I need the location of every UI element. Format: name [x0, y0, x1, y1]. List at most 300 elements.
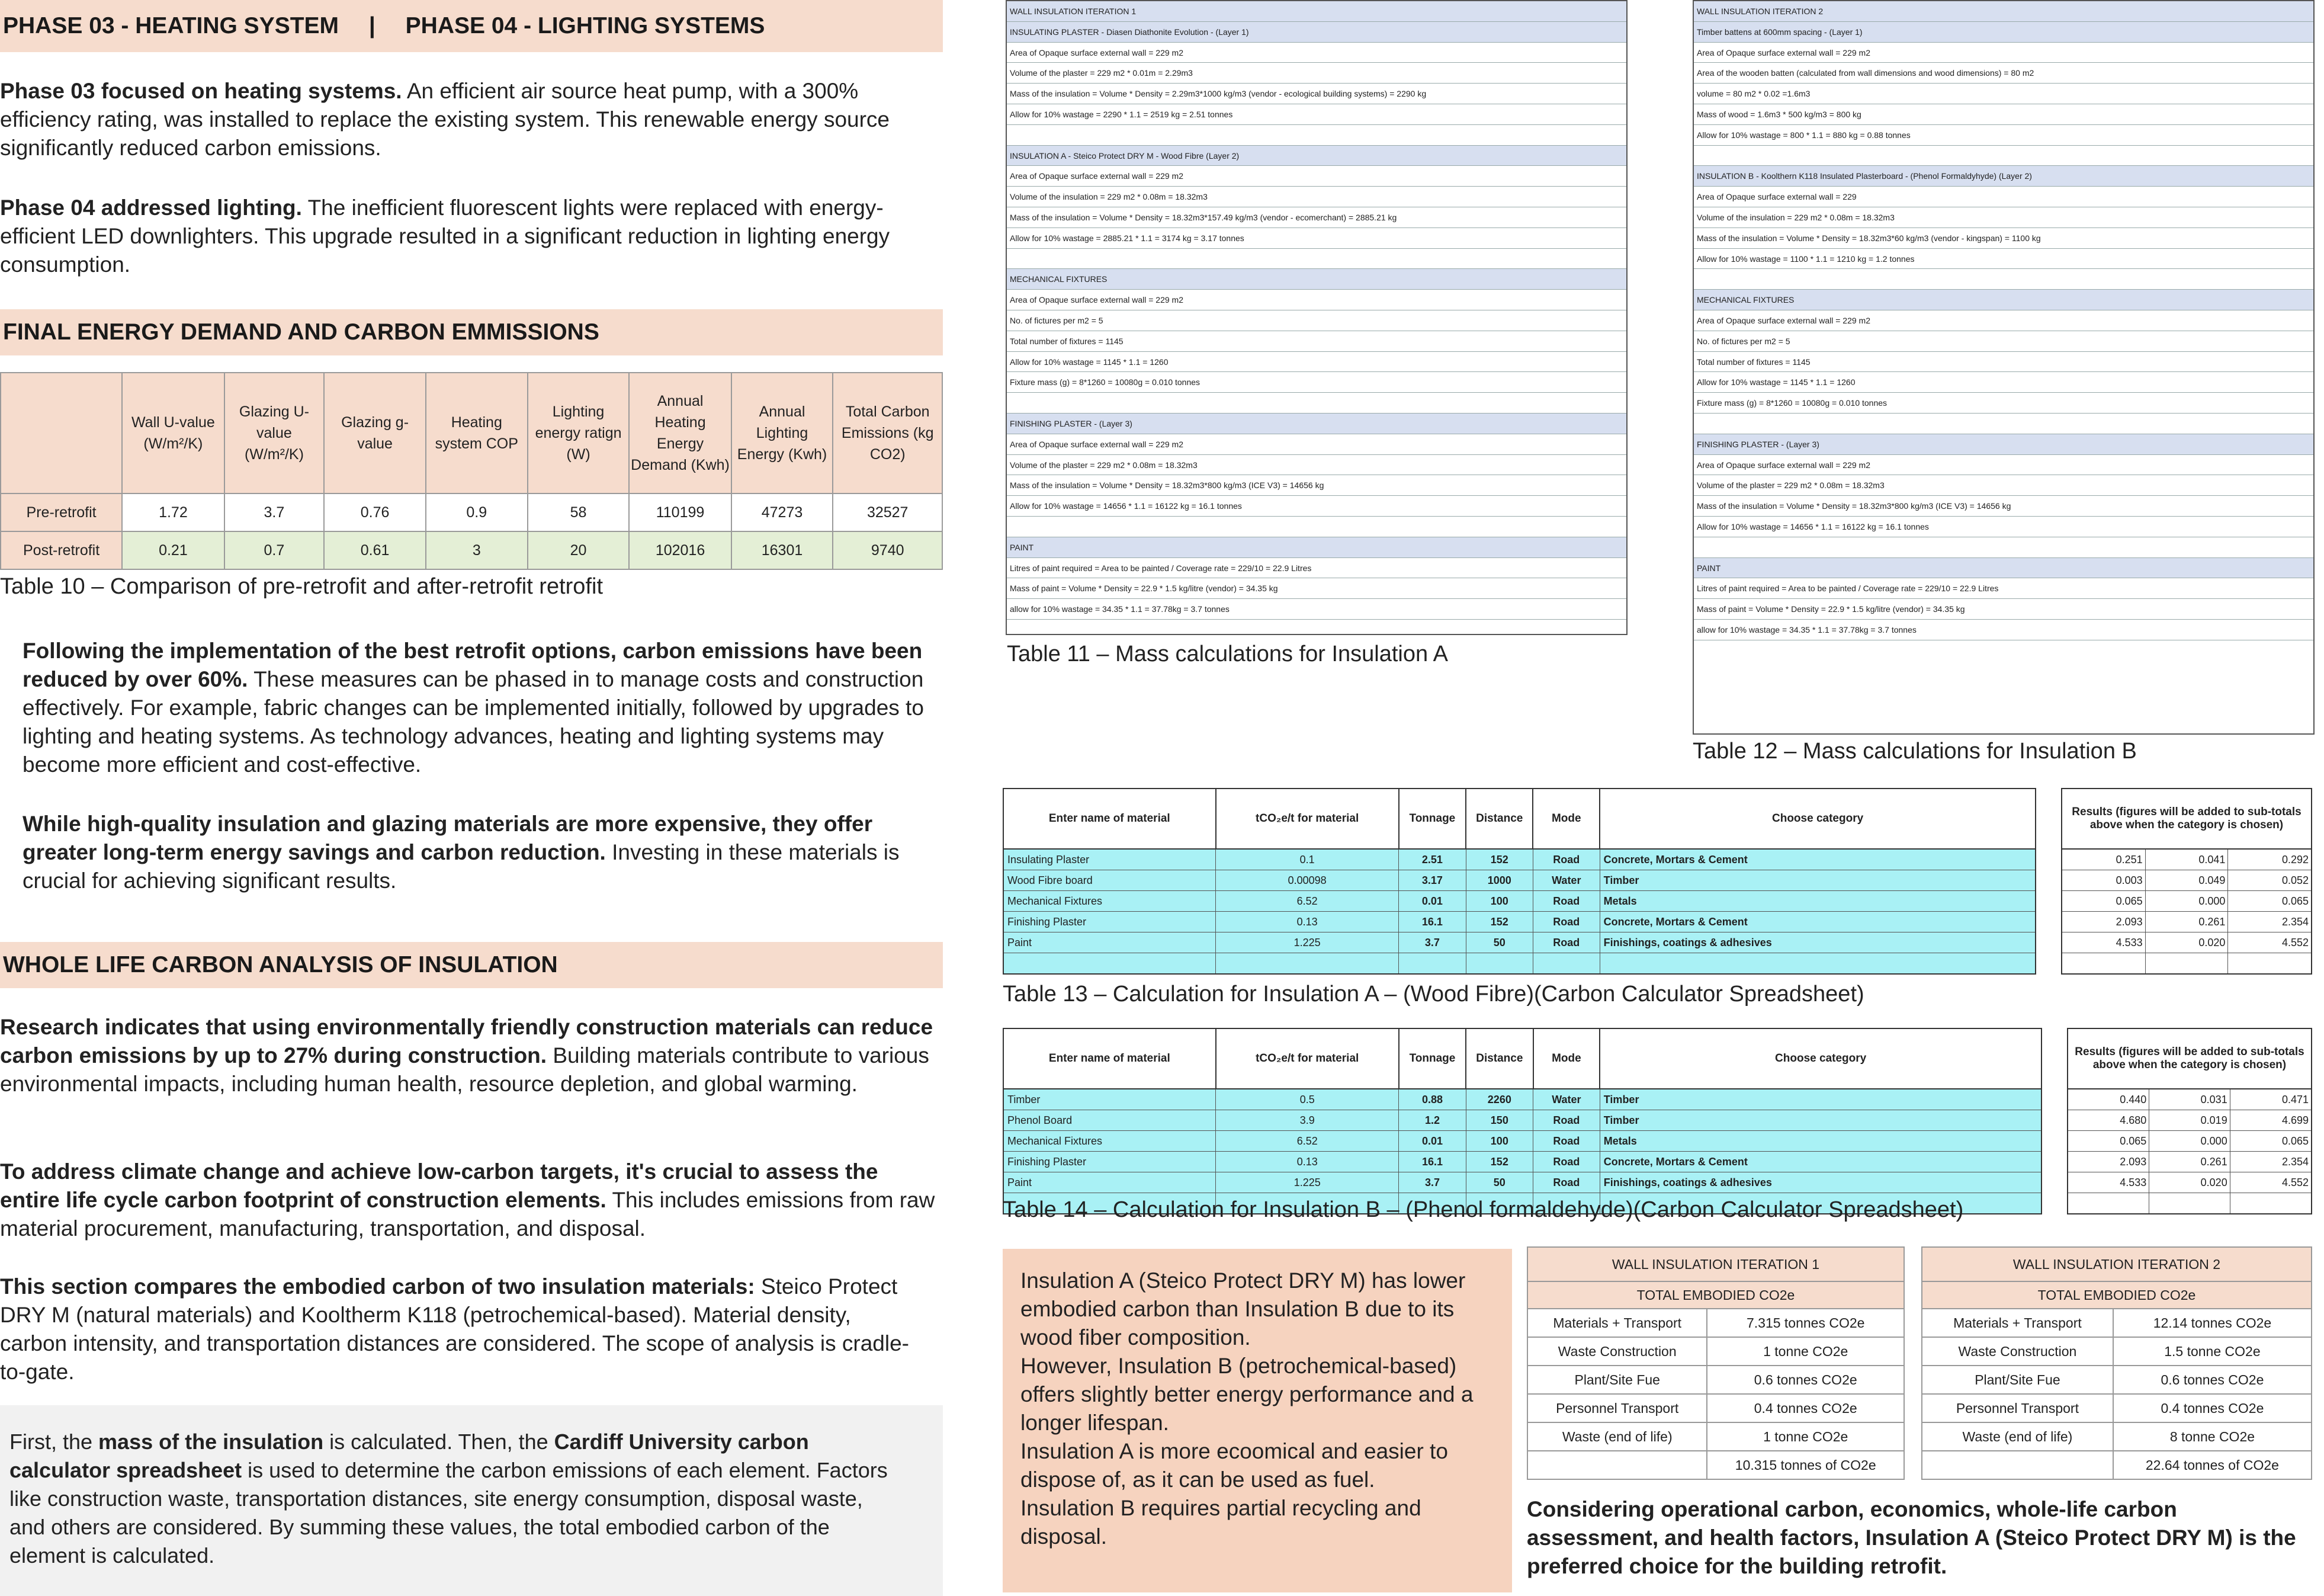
results-cell: 0.020 [2149, 1172, 2230, 1193]
calc-cell: 2260 [1466, 1089, 1533, 1110]
results-header-row [2062, 789, 2312, 849]
spec-line: Volume of the insulation = 229 m2 * 0.08m = 18.32m3 [1007, 187, 1626, 207]
calc-cell: 1.225 [1216, 932, 1399, 953]
results-header-row [2068, 1028, 2312, 1089]
calc-cell: Finishings, coatings & adhesives [1600, 932, 2036, 953]
spec-line: Allow for 10% wastage = 1100 * 1.1 = 1210 kg = 1.2 tonnes [1694, 249, 2313, 270]
calc-cell: Concrete, Mortars & Cement [1600, 1152, 2041, 1172]
calc-cell: Finishing Plaster [1003, 1152, 1216, 1172]
spec-line: Area of Opaque surface external wall = 229 m2 [1694, 455, 2313, 476]
table-row [1922, 1366, 2312, 1394]
spec-line: Area of Opaque surface external wall = 229 [1694, 187, 2313, 207]
table-row [1922, 1451, 2312, 1479]
calc-header-cell: Distance [1466, 1028, 1533, 1089]
research-lead: Research indicates that using environmentally friendly construction materials can reduce carbon emissions by up to 27% during construction. [0, 1015, 933, 1068]
spec-section-heading: Timber battens at 600mm spacing - (Layer 1) [1694, 22, 2313, 43]
spec-line: Area of Opaque surface external wall = 229 m2 [1007, 290, 1626, 310]
spec-line: Mass of the insulation = Volume * Density = 18.32m3*60 kg/m3 (vendor - kingspan) = 1100 kg [1694, 228, 2313, 249]
method-text-d: is used to determine the carbon emissions of each element. Factors like construction waste, transportation distances, site energy consumption, disposal waste, and others are considered. By summing these values, the total embodied carbon of the element is calculated. [9, 1458, 888, 1568]
spec-section-heading: INSULATING PLASTER - Diasen Diathonite Evolution - (Layer 1) [1007, 22, 1626, 43]
calc-cell: Mechanical Fixtures [1003, 1131, 1216, 1152]
table-10-header-cell: Total Carbon Emissions (kg CO2) [833, 373, 942, 493]
calc-cell: 152 [1466, 849, 1533, 870]
table-row [2062, 932, 2312, 953]
table-row [1527, 1309, 1904, 1337]
spec-section-heading: PAINT [1007, 537, 1626, 558]
results-cell [2145, 953, 2228, 975]
research-text: Building materials contribute to various environmental impacts, including human health, resource depletion, and global warming. [0, 1043, 929, 1096]
spec-line: Volume of the plaster = 229 m2 * 0.01m = 2.29m3 [1007, 63, 1626, 84]
results-cell: 0.000 [2149, 1131, 2230, 1152]
calc-header-cell: Tonnage [1399, 1028, 1466, 1089]
method-box [0, 1405, 943, 1596]
table-row [1003, 1172, 2041, 1193]
table-row [2068, 1152, 2312, 1172]
spec-section-heading: PAINT [1694, 558, 2313, 579]
calc-cell: 100 [1466, 891, 1533, 912]
calc-header-row [1003, 789, 2036, 849]
table-10-header-row [1, 373, 942, 493]
results-cell: 2.354 [2228, 912, 2312, 932]
table-14-calc [1003, 1028, 2042, 1214]
comparison-text: Steico Protect DRY M (natural materials) and Kooltherm K118 (petrochemical-based). Material density, carbon intensity, and transportation distances are considered. The scope of analysis is cradle-to-gate. [0, 1274, 909, 1384]
table-10-row-pre [1, 493, 942, 531]
table-10-header-cell: Annual Heating Energy Demand (Kwh) [629, 373, 731, 493]
embodied-cell: Waste (end of life) [1527, 1422, 1707, 1451]
results-cell: 4.533 [2062, 932, 2145, 953]
results-cell [2230, 1193, 2312, 1214]
calc-cell: 3.17 [1399, 870, 1466, 891]
results-cell: 4.699 [2230, 1110, 2312, 1131]
spec-line: No. of fictures per m2 = 5 [1007, 310, 1626, 331]
table-13-results [2061, 788, 2312, 975]
table-10-header-cell: Lighting energy ratign (W) [528, 373, 630, 493]
embodied-cell: 0.4 tonnes CO2e [1707, 1394, 1904, 1422]
results-cell: 2.093 [2068, 1152, 2149, 1172]
calc-cell [1399, 953, 1466, 975]
spec-section-heading: WALL INSULATION ITERATION 2 [1694, 1, 2313, 22]
materials-lead: While high-quality insulation and glazing materials are more expensive, they offer greater long-term energy savings and carbon reduction. [23, 812, 873, 864]
calc-cell: 0.00098 [1216, 870, 1399, 891]
calc-cell: 3.9 [1216, 1110, 1399, 1131]
results-cell: 0.000 [2145, 891, 2228, 912]
table-13-grid [1003, 788, 2036, 975]
spec-section-heading: WALL INSULATION ITERATION 1 [1007, 1, 1626, 22]
calc-cell: 152 [1466, 912, 1533, 932]
table-13-caption: Table 13 – Calculation for Insulation A – (Wood Fibre)(Carbon Calculator Spreadsheet) [1003, 982, 1864, 1007]
embodied-table-1 [1527, 1246, 1905, 1480]
table-10-cell: 3 [426, 531, 528, 569]
results-cell: 0.065 [2230, 1131, 2312, 1152]
calc-cell: 0.01 [1399, 891, 1466, 912]
spec-line: Area of Opaque surface external wall = 229 m2 [1694, 310, 2313, 331]
spec-line [1007, 517, 1626, 537]
calc-header-cell: Mode [1533, 1028, 1600, 1089]
results-cell [2062, 953, 2145, 975]
spec-line: Allow for 10% wastage = 2885.21 * 1.1 = 3174 kg = 3.17 tonnes [1007, 228, 1626, 249]
table-10-header-cell: Wall U-value (W/m²/K) [122, 373, 224, 493]
method-text-c: is calculated. Then, the [323, 1430, 554, 1454]
table-10-cell: 0.7 [224, 531, 325, 569]
embodied-cell: 10.315 tonnes of CO2e [1707, 1451, 1904, 1479]
table-10-header-cell: Glazing U-value (W/m²/K) [224, 373, 325, 493]
spec-line: Mass of paint = Volume * Density = 22.9 * 1.5 kg/litre (vendor) = 34.35 kg [1007, 578, 1626, 599]
calc-cell: 0.01 [1399, 1131, 1466, 1152]
table-row [1003, 1089, 2041, 1110]
embodied-cell: Waste Construction [1527, 1337, 1707, 1366]
calc-cell: Wood Fibre board [1003, 870, 1216, 891]
calc-cell: 0.13 [1216, 1152, 1399, 1172]
phase-header [0, 0, 943, 52]
spec-line: No. of fictures per m2 = 5 [1694, 331, 2313, 352]
calc-cell: Timber [1003, 1089, 1216, 1110]
table-row [1003, 891, 2036, 912]
spec-line: Area of Opaque surface external wall = 229 m2 [1007, 166, 1626, 187]
method-text-a: First, the [9, 1430, 99, 1454]
calc-cell: Road [1533, 1110, 1600, 1131]
spec-section-heading: INSULATION B - Koolthern K118 Insulated Plasterboard - (Phenol Formaldyhyde) (Layer 2) [1694, 166, 2313, 187]
retrofit-results-paragraph [23, 637, 929, 779]
table-row [1003, 870, 2036, 891]
table-row [1527, 1451, 1904, 1479]
phase03-lead: Phase 03 focused on heating systems. [0, 79, 402, 103]
table-row [2062, 912, 2312, 932]
spec-line: Area of the wooden batten (calculated from wall dimensions and wood dimensions) = 80 m2 [1694, 63, 2313, 84]
table-10-header-cell: Glazing g-value [324, 373, 426, 493]
table-row [1527, 1422, 1904, 1451]
embodied-cell: 8 tonne CO2e [2113, 1422, 2312, 1451]
climate-lead: To address climate change and achieve low-carbon targets, it's crucial to assess the entire life cycle carbon footprint of construction elements. [0, 1159, 878, 1212]
materials-text: Investing in these materials is crucial for achieving significant results. [23, 840, 900, 893]
spec-line [1694, 414, 2313, 434]
table-11-spec [1006, 0, 1628, 635]
spec-line: Area of Opaque surface external wall = 229 m2 [1007, 434, 1626, 455]
table-row [2062, 891, 2312, 912]
calc-cell [1466, 953, 1533, 975]
table-row [2062, 870, 2312, 891]
table-10-header-cell: Heating system COP [426, 373, 528, 493]
method-paragraph [9, 1428, 898, 1570]
table-row [2062, 953, 2312, 975]
calc-cell: Timber [1600, 1110, 2041, 1131]
calc-cell: Finishings, coatings & adhesives [1600, 1172, 2041, 1193]
calc-header-cell: Distance [1466, 789, 1533, 849]
table-10-cell: 3.7 [224, 493, 325, 531]
results-cell: 4.533 [2068, 1172, 2149, 1193]
embodied-title-row [1922, 1247, 2312, 1281]
table-10-header-cell [1, 373, 122, 493]
spec-section-heading: FINISHING PLASTER - (Layer 3) [1694, 434, 2313, 455]
embodied-cell: 0.6 tonnes CO2e [2113, 1366, 2312, 1394]
spec-line: Area of Opaque surface external wall = 229 m2 [1007, 43, 1626, 63]
calc-header-cell: tCO₂e/t for material [1216, 1028, 1399, 1089]
spec-line: Volume of the insulation = 229 m2 * 0.08m = 18.32m3 [1694, 207, 2313, 228]
phase04-paragraph [0, 194, 942, 279]
embodied-cell: 1.5 tonne CO2e [2113, 1337, 2312, 1366]
table-12-caption: Table 12 – Mass calculations for Insulation B [1693, 739, 2137, 764]
table-10-cell: 0.61 [324, 531, 426, 569]
method-bold-2: Cardiff University carbon calculator spreadsheet [9, 1430, 809, 1482]
table-10-row-post [1, 531, 942, 569]
embodied-cell: 0.6 tonnes CO2e [1707, 1366, 1904, 1394]
calc-cell: Insulating Plaster [1003, 849, 1216, 870]
spec-line [1694, 537, 2313, 558]
embodied-table-2-grid [1921, 1246, 2312, 1480]
table-row [2068, 1089, 2312, 1110]
table-row [1003, 1110, 2041, 1131]
table-10-cell: 58 [528, 493, 630, 531]
embodied-cell: Plant/Site Fue [1527, 1366, 1707, 1394]
spec-section-heading: INSULATION A - Steico Protect DRY M - Wood Fibre (Layer 2) [1007, 146, 1626, 166]
results-cell: 0.019 [2149, 1110, 2230, 1131]
embodied-cell: Plant/Site Fue [1922, 1366, 2113, 1394]
conclusion-paragraph: Considering operational carbon, economics, whole-life carbon assessment, and health factors, Insulation A (Steico Protect DRY M) is the preferred choice for the building retrofit. [1527, 1497, 2296, 1578]
calc-header-cell: tCO₂e/t for material [1216, 789, 1399, 849]
spec-line: Mass of the insulation = Volume * Density = 2.29m3*1000 kg/m3 (vendor - ecological building systems) = 2290 kg [1007, 84, 1626, 104]
results-cell: 2.354 [2230, 1152, 2312, 1172]
table-row [1922, 1422, 2312, 1451]
table-14-caption: Table 14 – Calculation for Insulation B – (Phenol formaldehyde)(Carbon Calculator Spreadsheet) [1003, 1197, 1964, 1222]
embodied-title: WALL INSULATION ITERATION 2 [1922, 1247, 2312, 1281]
results-cell: 0.440 [2068, 1089, 2149, 1110]
embodied-title-row [1527, 1247, 1904, 1281]
calc-cell: 16.1 [1399, 1152, 1466, 1172]
embodied-cell [1527, 1451, 1707, 1479]
spec-line [1007, 125, 1626, 146]
table-row [1003, 932, 2036, 953]
spec-line: Volume of the plaster = 229 m2 * 0.08m = 18.32m3 [1007, 455, 1626, 476]
table-10-cell: 0.9 [426, 493, 528, 531]
calc-cell: Road [1533, 1131, 1600, 1152]
table-10-cell: 0.21 [122, 531, 224, 569]
phase04-title: PHASE 04 - LIGHTING SYSTEMS [405, 13, 765, 39]
results-cell: 0.031 [2149, 1089, 2230, 1110]
table-10-cell: 20 [528, 531, 630, 569]
table-10-cell: 0.76 [324, 493, 426, 531]
results-cell: 0.261 [2149, 1152, 2230, 1172]
results-cell: 0.251 [2062, 849, 2145, 870]
embodied-cell: Waste (end of life) [1922, 1422, 2113, 1451]
embodied-cell: Materials + Transport [1922, 1309, 2113, 1337]
calc-header-cell: Choose category [1600, 1028, 2041, 1089]
results-cell: 0.065 [2068, 1131, 2149, 1152]
spec-line: Allow for 10% wastage = 1145 * 1.1 = 1260 [1007, 352, 1626, 373]
spec-line [1007, 249, 1626, 270]
climate-text: This includes emissions from raw material procurement, manufacturing, transportation, and disposal. [0, 1188, 935, 1241]
table-10 [0, 372, 943, 570]
embodied-table-1-grid [1527, 1246, 1905, 1480]
spec-line: Allow for 10% wastage = 800 * 1.1 = 880 kg = 0.88 tonnes [1694, 125, 2313, 146]
table-row [2062, 849, 2312, 870]
calc-cell: Timber [1600, 870, 2036, 891]
table-10-cell: 102016 [629, 531, 731, 569]
phase04-text: The inefficient fluorescent lights were replaced with energy-efficient LED downlighters. This upgrade resulted in a significant reduction in lighting energy consumption. [0, 196, 890, 277]
calc-cell [1600, 953, 2036, 975]
table-row [2068, 1110, 2312, 1131]
calc-cell: Road [1533, 1152, 1600, 1172]
spec-line: Allow for 10% wastage = 14656 * 1.1 = 16122 kg = 16.1 tonnes [1694, 517, 2313, 537]
comparison-lead: This section compares the embodied carbon of two insulation materials: [0, 1274, 755, 1299]
summary-text: Insulation A (Steico Protect DRY M) has lower embodied carbon than Insulation B due to its wood fiber composition. However, Insulation B (petrochemical-based) offers slightly better energy performance and a longer lifespan. Insulation A is more ecoomical and easier to dispose of, as it can be used as fuel. Insulation B requires partial recycling and disposal. [1020, 1268, 1474, 1549]
results-cell [2068, 1193, 2149, 1214]
table-13-calc [1003, 788, 2036, 975]
embodied-cell: 1 tonne CO2e [1707, 1337, 1904, 1366]
results-cell: 0.020 [2145, 932, 2228, 953]
spec-line: Litres of paint required = Area to be painted / Coverage rate = 229/10 = 22.9 Litres [1007, 558, 1626, 579]
spec-line: Fixture mass (g) = 8*1260 = 10080g = 0.010 tonnes [1694, 393, 2313, 414]
spec-line: Allow for 10% wastage = 2290 * 1.1 = 2519 kg = 2.51 tonnes [1007, 104, 1626, 125]
calc-cell: Paint [1003, 932, 1216, 953]
spec-line [1694, 269, 2313, 290]
results-cell: 4.680 [2068, 1110, 2149, 1131]
research-paragraph [0, 1013, 942, 1098]
table-row [2068, 1172, 2312, 1193]
embodied-cell: 7.315 tonnes CO2e [1707, 1309, 1904, 1337]
spec-line: Mass of the insulation = Volume * Density = 18.32m3*800 kg/m3 (ICE V3) = 14656 kg [1007, 475, 1626, 496]
results-cell: 0.049 [2145, 870, 2228, 891]
summary-box [1003, 1249, 1512, 1592]
calc-header-row [1003, 1028, 2041, 1089]
results-cell: 0.003 [2062, 870, 2145, 891]
table-14-results-grid [2067, 1028, 2312, 1214]
spec-line: Mass of wood = 1.6m3 * 500 kg/m3 = 800 kg [1694, 104, 2313, 125]
table-14-results [2067, 1028, 2312, 1214]
calc-header-cell: Tonnage [1399, 789, 1466, 849]
spec-line [1694, 146, 2313, 166]
phase03-title: PHASE 03 - HEATING SYSTEM [3, 13, 339, 39]
table-row [1003, 849, 2036, 870]
spec-line: Volume of the plaster = 229 m2 * 0.08m = 18.32m3 [1694, 475, 2313, 496]
results-header-cell: Results (figures will be added to sub-totals above when the category is chosen) [2068, 1028, 2312, 1089]
calc-cell: 100 [1466, 1131, 1533, 1152]
table-10-cell: 47273 [731, 493, 833, 531]
embodied-cell: Waste Construction [1922, 1337, 2113, 1366]
spec-line: Mass of the insulation = Volume * Density = 18.32m3*157.49 kg/m3 (vendor - ecomerchant) = 2885.21 kg [1007, 207, 1626, 228]
calc-cell: 50 [1466, 932, 1533, 953]
calc-cell: 1.2 [1399, 1110, 1466, 1131]
table-14-grid [1003, 1028, 2042, 1214]
embodied-subtitle: TOTAL EMBODIED CO2e [1922, 1281, 2312, 1309]
spec-line: Allow for 10% wastage = 1145 * 1.1 = 1260 [1694, 372, 2313, 393]
table-11-caption: Table 11 – Mass calculations for Insulation A [1007, 642, 1448, 666]
spec-line: allow for 10% wastage = 34.35 * 1.1 = 37.78kg = 3.7 tonnes [1694, 620, 2313, 640]
embodied-subtitle-row [1922, 1281, 2312, 1309]
calc-cell: Mechanical Fixtures [1003, 891, 1216, 912]
calc-header-cell: Enter name of material [1003, 789, 1216, 849]
spec-section-heading: FINISHING PLASTER - (Layer 3) [1007, 414, 1626, 434]
calc-cell: 0.1 [1216, 849, 1399, 870]
embodied-cell: Personnel Transport [1922, 1394, 2113, 1422]
results-header-cell: Results (figures will be added to sub-totals above when the category is chosen) [2062, 789, 2312, 849]
results-cell [2228, 953, 2312, 975]
table-13-results-grid [2061, 788, 2312, 975]
calc-cell: 2.51 [1399, 849, 1466, 870]
table-10-caption: Table 10 – Comparison of pre-retrofit and after-retrofit retrofit [0, 574, 604, 599]
table-row [1003, 953, 2036, 975]
results-cell: 0.041 [2145, 849, 2228, 870]
embodied-cell: Personnel Transport [1527, 1394, 1707, 1422]
table-10-cell: 110199 [629, 493, 731, 531]
calc-cell: Road [1533, 912, 1600, 932]
calc-cell: Phenol Board [1003, 1110, 1216, 1131]
spec-line: Total number of fixtures = 1145 [1007, 331, 1626, 352]
table-row [1003, 1131, 2041, 1152]
calc-cell: Water [1533, 1089, 1600, 1110]
phase04-lead: Phase 04 addressed lighting. [0, 196, 302, 220]
spec-line [1007, 393, 1626, 414]
table-row [1003, 912, 2036, 932]
calc-cell: 0.13 [1216, 912, 1399, 932]
phase03-paragraph [0, 77, 936, 162]
calc-header-cell: Enter name of material [1003, 1028, 1216, 1089]
wlc-header: WHOLE LIFE CARBON ANALYSIS OF INSULATION [0, 942, 943, 988]
retrofit-results-text: These measures can be phased in to manage costs and construction effectively. For example, fabric changes can be implemented initially, followed by upgrades to lighting and heating systems. As technology advances, heating and lighting systems may become more efficient and cost-effective. [23, 667, 924, 777]
results-cell: 4.552 [2228, 932, 2312, 953]
spec-line: volume = 80 m2 * 0.02 =1.6m3 [1694, 84, 2313, 104]
spec-line: Area of Opaque surface external wall = 229 m2 [1694, 43, 2313, 63]
embodied-title: WALL INSULATION ITERATION 1 [1527, 1247, 1904, 1281]
comparison-paragraph [0, 1273, 924, 1386]
calc-cell: Metals [1600, 1131, 2041, 1152]
calc-cell: Concrete, Mortars & Cement [1600, 912, 2036, 932]
calc-header-cell: Choose category [1600, 789, 2036, 849]
table-row [2068, 1131, 2312, 1152]
calc-cell: 0.5 [1216, 1089, 1399, 1110]
method-bold-1: mass of the insulation [98, 1430, 324, 1454]
table-row [1527, 1366, 1904, 1394]
calc-cell: Concrete, Mortars & Cement [1600, 849, 2036, 870]
results-cell: 0.292 [2228, 849, 2312, 870]
calc-cell: Timber [1600, 1089, 2041, 1110]
table-10-header-cell: Annual Lighting Energy (Kwh) [731, 373, 833, 493]
table-row [1922, 1337, 2312, 1366]
table-row [1003, 1152, 2041, 1172]
materials-paragraph [23, 810, 929, 895]
results-cell: 0.065 [2062, 891, 2145, 912]
embodied-cell: 0.4 tonnes CO2e [2113, 1394, 2312, 1422]
calc-cell: 50 [1466, 1172, 1533, 1193]
calc-header-cell: Mode [1533, 789, 1600, 849]
calc-cell [1533, 953, 1600, 975]
header-separator: | [368, 13, 375, 39]
spec-line: allow for 10% wastage = 34.35 * 1.1 = 37.78kg = 3.7 tonnes [1007, 599, 1626, 620]
embodied-subtitle-row [1527, 1281, 1904, 1309]
retrofit-results-lead: Following the implementation of the best retrofit options, carbon emissions have been reduced by over 60%. [23, 639, 923, 691]
results-cell: 0.065 [2228, 891, 2312, 912]
table-10-cell: 9740 [833, 531, 942, 569]
table-row [1527, 1337, 1904, 1366]
calc-cell: 152 [1466, 1152, 1533, 1172]
results-cell: 4.552 [2230, 1172, 2312, 1193]
calc-cell: 3.7 [1399, 932, 1466, 953]
embodied-cell: 22.64 tonnes of CO2e [2113, 1451, 2312, 1479]
table-row [1922, 1394, 2312, 1422]
calc-cell: 150 [1466, 1110, 1533, 1131]
table-row [2068, 1193, 2312, 1214]
calc-cell [1216, 953, 1399, 975]
calc-cell: Finishing Plaster [1003, 912, 1216, 932]
spec-line: Mass of the insulation = Volume * Density = 18.32m3*800 kg/m3 (ICE V3) = 14656 kg [1694, 496, 2313, 517]
spec-section-heading: MECHANICAL FIXTURES [1007, 269, 1626, 290]
calc-cell: Road [1533, 932, 1600, 953]
table-10-cell: 1.72 [122, 493, 224, 531]
calc-cell: Metals [1600, 891, 2036, 912]
calc-cell: 1000 [1466, 870, 1533, 891]
spec-line: Mass of paint = Volume * Density = 22.9 * 1.5 kg/litre (vendor) = 34.35 kg [1694, 599, 2313, 620]
table-12-spec [1693, 0, 2315, 735]
results-cell: 0.261 [2145, 912, 2228, 932]
calc-cell: Water [1533, 870, 1600, 891]
